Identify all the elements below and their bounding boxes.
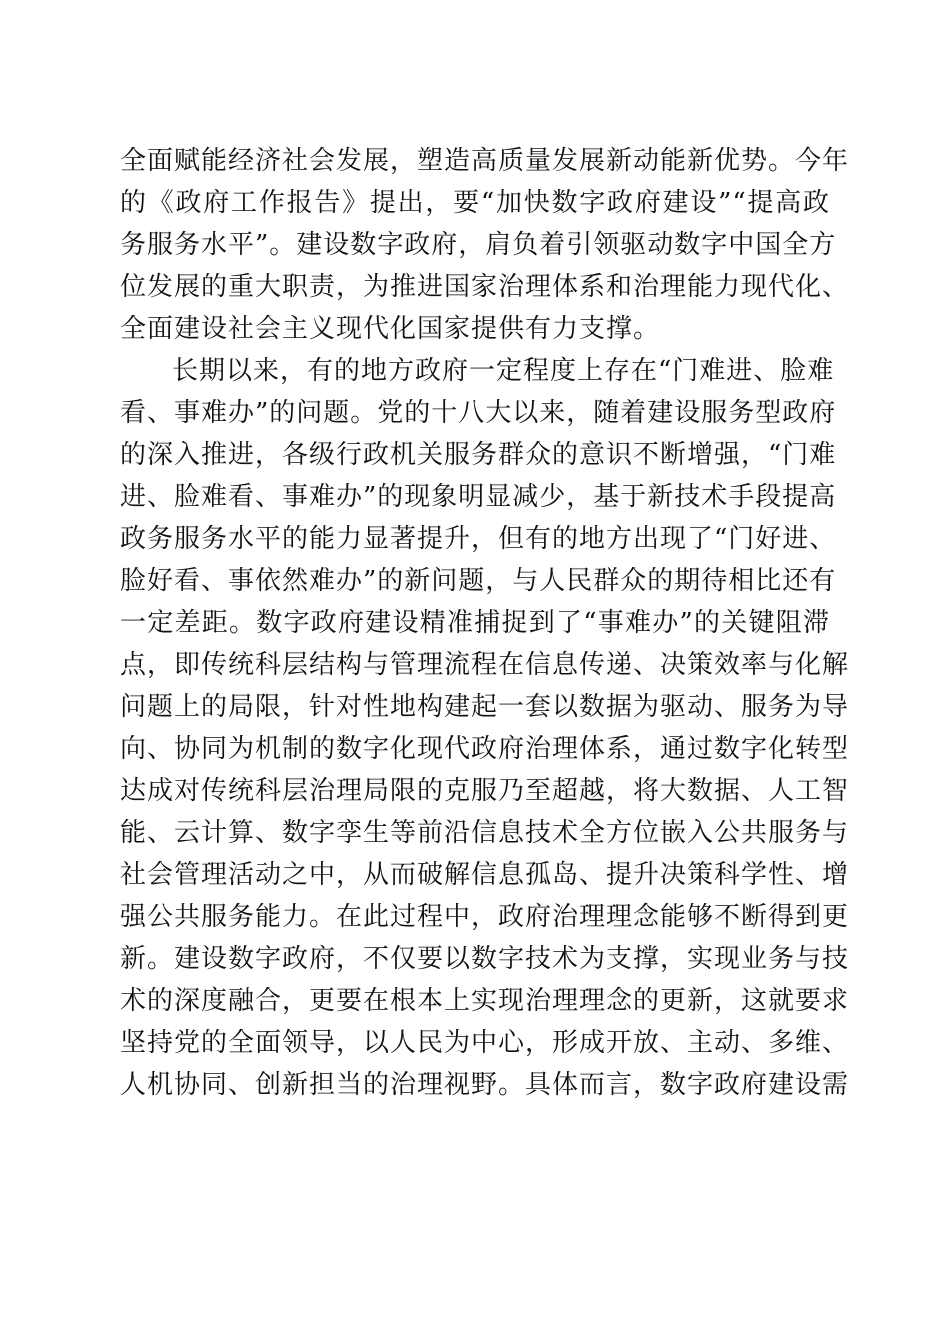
paragraph-1-line-4: 位发展的重大职责，为推进国家治理体系和治理能力现代化、 — [120, 272, 850, 302]
paragraph-2-line-16: 术的深度融合，更要在根本上实现治理理念的更新，这就要求 — [120, 986, 850, 1016]
paragraph-2-line-5: 政务服务水平的能力显著提升，但有的地方出现了“门好进、 — [120, 524, 837, 554]
paragraph-1-line-3: 务服务水平”。建设数字政府，肩负着引领驱动数字中国全方 — [120, 230, 837, 260]
paragraph-2-line-3: 的深入推进，各级行政机关服务群众的意识不断增强，“门难 — [120, 440, 837, 470]
paragraph-2-line-13: 社会管理活动之中，从而破解信息孤岛、提升决策科学性、增 — [120, 860, 850, 890]
paragraph-1-line-2: 的《政府工作报告》提出，要“加快数字政府建设”“提高政 — [120, 188, 830, 218]
paragraph-2-line-1: 长期以来，有的地方政府一定程度上存在“门难进、脸难 — [172, 356, 835, 386]
paragraph-2-line-18: 人机协同、创新担当的治理视野。具体而言，数字政府建设需 — [120, 1070, 850, 1100]
paragraph-2-line-2: 看、事难办”的问题。党的十八大以来，随着建设服务型政府 — [120, 398, 837, 428]
paragraph-2-line-10: 向、协同为机制的数字化现代政府治理体系，通过数字化转型 — [120, 734, 850, 764]
paragraph-2-line-15: 新。建设数字政府，不仅要以数字技术为支撑，实现业务与技 — [120, 944, 850, 974]
paragraph-2-line-17: 坚持党的全面领导，以人民为中心，形成开放、主动、多维、 — [120, 1028, 850, 1058]
paragraph-2-line-6: 脸好看、事依然难办”的新问题，与人民群众的期待相比还有 — [120, 566, 837, 596]
paragraph-2-line-12: 能、云计算、数字孪生等前沿信息技术全方位嵌入公共服务与 — [120, 818, 850, 848]
paragraph-2-line-7: 一定差距。数字政府建设精准捕捉到了“事难办”的关键阻滞 — [120, 608, 830, 638]
body-text — [120, 140, 850, 1106]
paragraph-2-line-14: 强公共服务能力。在此过程中，政府治理理念能够不断得到更 — [120, 902, 850, 932]
paragraph-2-line-4: 进、脸难看、事难办”的现象明显减少，基于新技术手段提高 — [120, 482, 837, 512]
paragraph-1-line-1: 全面赋能经济社会发展，塑造高质量发展新动能新优势。今年 — [120, 146, 850, 176]
paragraph-2-line-8: 点，即传统科层结构与管理流程在信息传递、决策效率与化解 — [120, 650, 850, 680]
paragraph-1-line-5: 全面建设社会主义现代化国家提供有力支撑。 — [120, 314, 661, 344]
paragraph-2-line-9: 问题上的局限，针对性地构建起一套以数据为驱动、服务为导 — [120, 692, 850, 722]
paragraph-2-line-11: 达成对传统科层治理局限的克服乃至超越，将大数据、人工智 — [120, 776, 850, 806]
